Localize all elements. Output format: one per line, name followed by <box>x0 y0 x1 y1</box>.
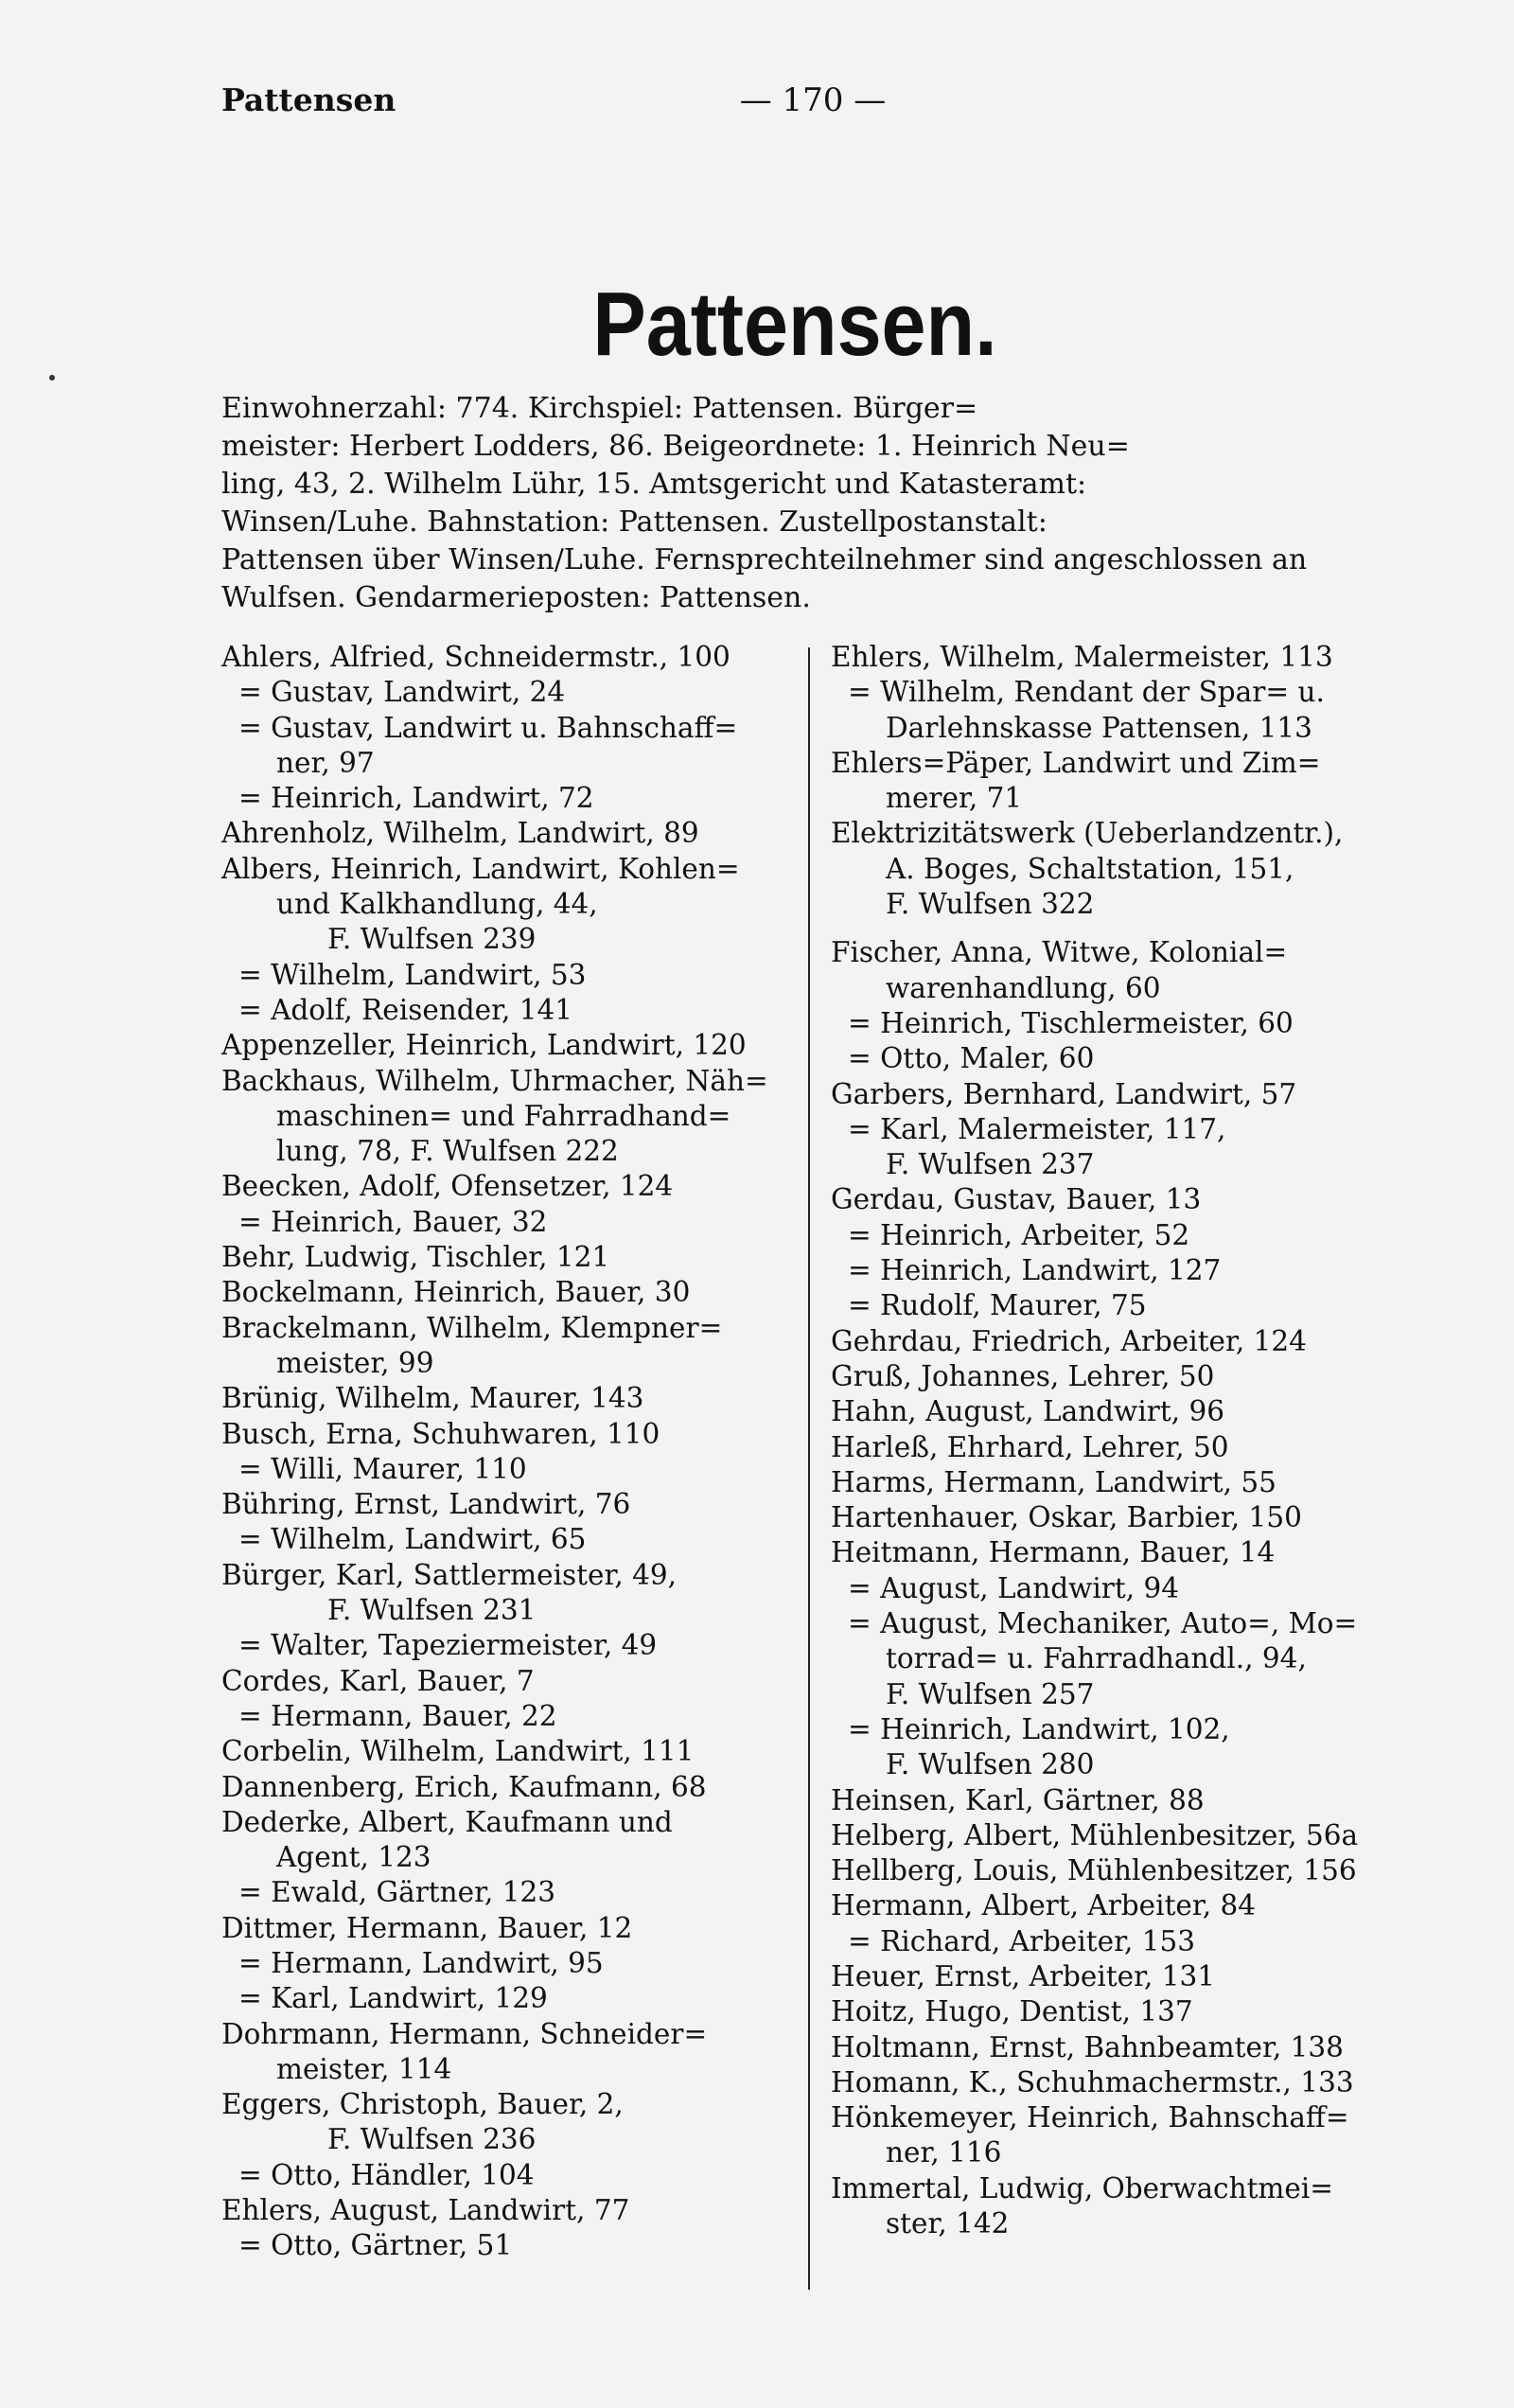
directory-entry <box>221 1205 789 1240</box>
entry-line: Hönkemeyer, Heinrich, Bahnschaff= <box>831 2101 1349 2134</box>
entry-line: Hoitz, Hugo, Dentist, 137 <box>831 1995 1193 2028</box>
entry-line: F. Wulfsen 236 <box>327 2123 537 2156</box>
directory-entry <box>831 1712 1408 1783</box>
directory-entry <box>221 816 789 851</box>
entry-line: meister, 99 <box>276 1346 434 1379</box>
entry-line: Hartenhauer, Oskar, Barbier, 150 <box>831 1501 1302 1534</box>
entry-line: = Otto, Händler, 104 <box>238 2158 535 2191</box>
entry-line: Dohrmann, Hermann, Schneider= <box>221 2017 708 2050</box>
entry-line: Immertal, Ludwig, Oberwachtmei= <box>831 2171 1334 2204</box>
directory-entry <box>831 2100 1408 2171</box>
directory-entry <box>221 852 789 958</box>
entry-line: = August, Mechaniker, Auto=, Mo= <box>848 1607 1358 1640</box>
page-number: — 170 — <box>739 81 887 119</box>
entry-line: Gerdau, Gustav, Bauer, 13 <box>831 1183 1202 1216</box>
directory-entry <box>831 1535 1408 1570</box>
directory-entry <box>221 675 789 710</box>
entry-line: = Rudolf, Maurer, 75 <box>848 1289 1147 1322</box>
intro-paragraph <box>221 390 1395 617</box>
directory-entry <box>221 1875 789 1910</box>
directory-entry <box>831 1112 1408 1183</box>
directory-entry <box>831 1994 1408 2029</box>
directory-entry <box>831 1606 1408 1712</box>
directory-entry <box>221 1311 789 1382</box>
intro-line: Pattensen über Winsen/Luhe. Fernsprechteilnehmer sind angeschlossen an <box>221 543 1308 576</box>
entry-line: = Heinrich, Landwirt, 102, <box>848 1712 1230 1745</box>
entry-line: und Kalkhandlung, 44, <box>276 888 598 921</box>
entry-line: Ehlers, Wilhelm, Malermeister, 113 <box>831 641 1333 673</box>
entry-line: Beecken, Adolf, Ofensetzer, 124 <box>221 1170 674 1203</box>
page-title: Pattensen. <box>592 274 997 375</box>
entry-line: ner, 97 <box>276 746 375 779</box>
directory-entry <box>831 1853 1408 1888</box>
directory-entry <box>221 1417 789 1452</box>
directory-entry <box>831 675 1408 746</box>
directory-entry <box>221 1946 789 1981</box>
directory-entry <box>831 1571 1408 1606</box>
entry-line: = Richard, Arbeiter, 153 <box>848 1924 1196 1957</box>
entry-line: torrad= u. Fahrradhandl., 94, <box>886 1642 1307 1675</box>
directory-entry <box>221 2087 789 2158</box>
directory-entry <box>831 1253 1408 1288</box>
entry-line: Harleß, Ehrhard, Lehrer, 50 <box>831 1430 1229 1463</box>
directory-entry <box>221 2228 789 2263</box>
entry-line: meister, 114 <box>276 2052 452 2085</box>
entry-line: Gruß, Johannes, Lehrer, 50 <box>831 1359 1215 1392</box>
entry-line: Elektrizitätswerk (Ueberlandzentr.), <box>831 817 1344 850</box>
directory-entry <box>831 935 1408 1006</box>
directory-entry <box>221 1381 789 1416</box>
directory-entry <box>831 640 1408 675</box>
directory-entry <box>221 711 789 782</box>
entry-line: Ehlers, August, Landwirt, 77 <box>221 2194 630 2227</box>
entry-line: = Gustav, Landwirt u. Bahnschaff= <box>238 711 738 744</box>
directory-entry <box>221 1452 789 1487</box>
entry-line: Homann, K., Schuhmachermstr., 133 <box>831 2065 1354 2098</box>
entry-line: warenhandlung, 60 <box>886 971 1161 1004</box>
directory-entry <box>221 1805 789 1876</box>
intro-line: Einwohnerzahl: 774. Kirchspiel: Pattensen. Bürger= <box>221 392 978 425</box>
entry-line: = Heinrich, Arbeiter, 52 <box>848 1218 1190 1251</box>
entry-line: Ahlers, Alfried, Schneidermstr., 100 <box>221 641 731 673</box>
directory-entry <box>831 1006 1408 1041</box>
directory-entry <box>221 1699 789 1734</box>
entry-line: = Heinrich, Landwirt, 127 <box>848 1254 1222 1287</box>
entry-line: Appenzeller, Heinrich, Landwirt, 120 <box>221 1029 747 1062</box>
entry-line: = Karl, Landwirt, 129 <box>238 1982 548 2015</box>
entry-line: Darlehnskasse Pattensen, 113 <box>886 711 1312 744</box>
entry-line: Hellberg, Louis, Mühlenbesitzer, 156 <box>831 1854 1357 1887</box>
directory-entry <box>221 1064 789 1170</box>
directory-entry <box>221 1558 789 1629</box>
entry-line: Busch, Erna, Schuhwaren, 110 <box>221 1417 660 1450</box>
directory-entry <box>831 1324 1408 1359</box>
entry-line: Harms, Hermann, Landwirt, 55 <box>831 1465 1276 1498</box>
directory-entry <box>221 2017 789 2088</box>
directory-entry <box>221 1770 789 1805</box>
entry-line: Eggers, Christoph, Bauer, 2, <box>221 2088 624 2121</box>
directory-entry <box>221 781 789 816</box>
entry-line: Ahrenholz, Wilhelm, Landwirt, 89 <box>221 817 699 850</box>
entry-line: Bühring, Ernst, Landwirt, 76 <box>221 1488 631 1521</box>
intro-line: meister: Herbert Lodders, 86. Beigeordnete: 1. Heinrich Neu= <box>221 430 1130 463</box>
directory-entry <box>221 1522 789 1557</box>
entry-line: Gehrdau, Friedrich, Arbeiter, 124 <box>831 1324 1307 1357</box>
left-column <box>221 640 789 2264</box>
entry-line: Garbers, Bernhard, Landwirt, 57 <box>831 1077 1297 1110</box>
directory-entry <box>831 746 1408 817</box>
entry-line: Bockelmann, Heinrich, Bauer, 30 <box>221 1276 691 1309</box>
directory-entry <box>221 2193 789 2228</box>
entry-line: Hermann, Albert, Arbeiter, 84 <box>831 1889 1257 1922</box>
directory-entry <box>831 2065 1408 2100</box>
entry-line: Brackelmann, Wilhelm, Klempner= <box>221 1311 723 1344</box>
entry-line: lung, 78, F. Wulfsen 222 <box>276 1135 619 1168</box>
directory-entry <box>221 1240 789 1275</box>
directory-entry <box>221 993 789 1028</box>
entry-line: maschinen= und Fahrradhand= <box>276 1099 731 1132</box>
entry-line: Bürger, Karl, Sattlermeister, 49, <box>221 1558 678 1591</box>
entry-line: Cordes, Karl, Bauer, 7 <box>221 1664 535 1697</box>
directory-entry <box>831 1888 1408 1923</box>
directory-entry <box>221 1487 789 1522</box>
entry-line: Heitmann, Hermann, Bauer, 14 <box>831 1536 1276 1569</box>
directory-entry <box>831 1818 1408 1853</box>
entry-line: = Walter, Tapeziermeister, 49 <box>238 1629 658 1662</box>
running-title: Pattensen <box>221 81 396 118</box>
directory-entry <box>831 1394 1408 1429</box>
ink-speck <box>49 375 55 381</box>
entry-line: = Wilhelm, Landwirt, 65 <box>238 1523 587 1556</box>
directory-entry <box>831 1077 1408 1112</box>
directory-entry <box>221 1664 789 1699</box>
directory-entry <box>221 1628 789 1663</box>
directory-entry <box>831 2171 1408 2242</box>
entry-line: = Otto, Maler, 60 <box>848 1042 1095 1075</box>
directory-entry <box>221 1169 789 1204</box>
entry-line: Dannenberg, Erich, Kaufmann, 68 <box>221 1770 707 1803</box>
directory-entry <box>221 1734 789 1769</box>
entry-line: ner, 116 <box>886 2136 1002 2169</box>
entry-line: = Wilhelm, Landwirt, 53 <box>238 958 587 991</box>
entry-line: Heuer, Ernst, Arbeiter, 131 <box>831 1959 1216 1992</box>
column-divider <box>808 647 810 2290</box>
directory-entry <box>221 1275 789 1310</box>
directory-entry <box>221 2158 789 2193</box>
entry-line: Agent, 123 <box>276 1841 431 1874</box>
directory-entry <box>831 1182 1408 1217</box>
entry-line: Heinsen, Karl, Gärtner, 88 <box>831 1783 1205 1816</box>
directory-entry <box>831 1500 1408 1535</box>
right-column <box>831 640 1408 2241</box>
running-header <box>221 81 1404 138</box>
directory-entry <box>221 1028 789 1063</box>
entry-line: A. Boges, Schaltstation, 151, <box>886 852 1294 885</box>
directory-entry <box>221 1981 789 2016</box>
entry-line: = Heinrich, Tischlermeister, 60 <box>848 1006 1294 1039</box>
directory-entry <box>831 1959 1408 1994</box>
intro-line: Winsen/Luhe. Bahnstation: Pattensen. Zustellpostanstalt: <box>221 505 1047 539</box>
entry-line: merer, 71 <box>886 782 1023 815</box>
entry-line: = Wilhelm, Rendant der Spar= u. <box>848 676 1325 709</box>
entry-line: F. Wulfsen 322 <box>886 888 1095 921</box>
entry-line: ster, 142 <box>886 2207 1010 2240</box>
intro-line: ling, 43, 2. Wilhelm Lühr, 15. Amtsgericht und Katasteramt: <box>221 468 1087 501</box>
entry-line: F. Wulfsen 239 <box>327 923 537 956</box>
entry-line: = August, Landwirt, 94 <box>848 1571 1180 1604</box>
directory-entry <box>831 1783 1408 1818</box>
entry-line: F. Wulfsen 237 <box>886 1148 1095 1181</box>
directory-entry <box>221 958 789 993</box>
entry-line: Ehlers=Päper, Landwirt und Zim= <box>831 746 1321 779</box>
entry-line: Dittmer, Hermann, Bauer, 12 <box>221 1911 633 1944</box>
entry-line: = Ewald, Gärtner, 123 <box>238 1876 556 1909</box>
entry-line: Dederke, Albert, Kaufmann und <box>221 1805 673 1838</box>
entry-line: Holtmann, Ernst, Bahnbeamter, 138 <box>831 2030 1344 2063</box>
directory-entry <box>831 1430 1408 1465</box>
entry-line: Helberg, Albert, Mühlenbesitzer, 56a <box>831 1818 1359 1851</box>
directory-entry <box>831 1924 1408 1959</box>
entry-line: Fischer, Anna, Witwe, Kolonial= <box>831 936 1288 969</box>
directory-entry <box>221 640 789 675</box>
entry-line: Hahn, August, Landwirt, 96 <box>831 1395 1224 1428</box>
directory-entry <box>831 1041 1408 1076</box>
directory-entry <box>831 816 1408 922</box>
directory-entry <box>831 1359 1408 1394</box>
entry-line: = Gustav, Landwirt, 24 <box>238 676 566 709</box>
entry-line: F. Wulfsen 231 <box>327 1594 537 1627</box>
entry-line: Backhaus, Wilhelm, Uhrmacher, Näh= <box>221 1064 768 1097</box>
entry-line: = Hermann, Bauer, 22 <box>238 1699 557 1732</box>
directory-entry <box>831 1288 1408 1323</box>
entry-line: Corbelin, Wilhelm, Landwirt, 111 <box>221 1735 695 1768</box>
entry-gap <box>831 922 1408 935</box>
entry-line: = Adolf, Reisender, 141 <box>238 993 573 1026</box>
entry-line: Brünig, Wilhelm, Maurer, 143 <box>221 1382 644 1415</box>
intro-line: Wulfsen. Gendarmerieposten: Pattensen. <box>221 581 811 614</box>
entry-line: Albers, Heinrich, Landwirt, Kohlen= <box>221 852 740 885</box>
directory-entry <box>831 1465 1408 1500</box>
directory-entry <box>831 2030 1408 2065</box>
entry-line: = Willi, Maurer, 110 <box>238 1452 527 1485</box>
entry-line: = Heinrich, Landwirt, 72 <box>238 782 594 815</box>
entry-line: = Hermann, Landwirt, 95 <box>238 1946 604 1979</box>
entry-line: = Karl, Malermeister, 117, <box>848 1112 1226 1145</box>
entry-line: F. Wulfsen 257 <box>886 1677 1095 1710</box>
directory-entry <box>221 1911 789 1946</box>
entry-line: Behr, Ludwig, Tischler, 121 <box>221 1241 610 1274</box>
entry-line: F. Wulfsen 280 <box>886 1748 1095 1781</box>
directory-entry <box>831 1218 1408 1253</box>
entry-line: = Heinrich, Bauer, 32 <box>238 1205 548 1238</box>
entry-line: = Otto, Gärtner, 51 <box>238 2229 513 2262</box>
